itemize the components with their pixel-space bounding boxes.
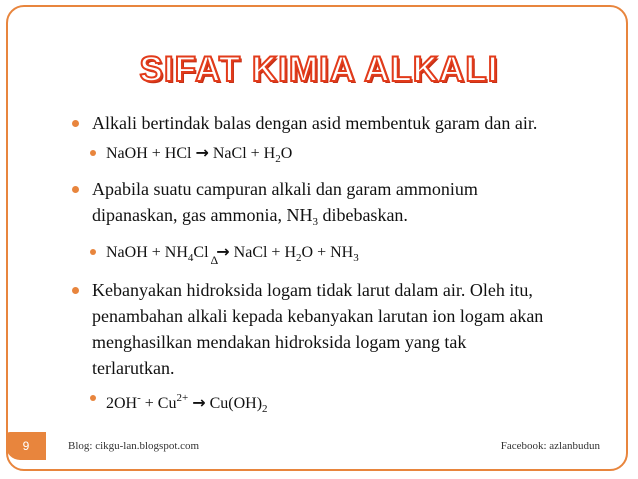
footer-blog: Blog: cikgu-lan.blogspot.com xyxy=(68,440,200,452)
equation-3 xyxy=(72,387,612,420)
page-number: 9 xyxy=(6,432,46,460)
eq3-p1: 2OH xyxy=(106,395,138,412)
bullet-dot-icon xyxy=(90,395,96,401)
eq2-p4: O + NH xyxy=(301,244,354,261)
slide-content xyxy=(72,110,612,426)
eq1-right-a: NaCl + H xyxy=(212,145,276,162)
footer-facebook: Facebook: azlanbudun xyxy=(500,440,600,452)
arrow-right-icon: → xyxy=(195,143,209,162)
eq2-p1: NaOH + NH xyxy=(106,244,188,261)
slide-title: SIFAT KIMIA ALKALI xyxy=(139,50,499,89)
eq2-p2: Cl xyxy=(193,244,209,261)
bullet-2-line-1: Apabila suatu campuran alkali dan garam ammonium xyxy=(92,179,478,199)
bullet-2-line-2a: dipanaskan, gas ammonia, NH xyxy=(92,205,313,225)
eq3-p3: Cu(OH) xyxy=(205,395,263,412)
eq3-p3-sub: 2 xyxy=(262,403,268,415)
eq3-p2-sup: 2+ xyxy=(176,392,189,404)
eq1-right-b: O xyxy=(280,145,293,162)
bullet-1 xyxy=(72,110,612,136)
bullet-3-line-3: menghasilkan mendakan hidroksida logam yang tak xyxy=(92,332,467,352)
bullet-2-line-2-sub: 3 xyxy=(312,216,318,228)
bullet-3-line-1: Kebanyakan hidroksida logam tidak larut dalam air. Oleh itu, xyxy=(92,280,533,300)
eq2-p4-sub: 3 xyxy=(353,252,359,264)
eq3-p2: + Cu xyxy=(140,395,177,412)
arrow-right-icon: → xyxy=(216,242,230,261)
eq1-left: NaOH + HCl xyxy=(106,145,192,162)
bullet-dot-icon xyxy=(72,186,79,193)
eq1-right-sub: 2 xyxy=(275,153,281,165)
bullet-2 xyxy=(72,176,612,235)
arrow-right-icon: → xyxy=(192,393,206,412)
bullet-dot-icon xyxy=(72,287,79,294)
bullet-dot-icon xyxy=(90,150,96,156)
eq2-p3-sub: 2 xyxy=(296,252,302,264)
bullet-1-text: Alkali bertindak balas dengan asid membentuk garam dan air. xyxy=(92,113,538,133)
eq2-p3: NaCl + H xyxy=(229,244,297,261)
eq2-p1-sub: 4 xyxy=(187,252,194,264)
bullet-dot-icon xyxy=(72,120,79,127)
bullet-dot-icon xyxy=(90,249,96,255)
delta-symbol: Δ xyxy=(210,253,219,267)
eq3-p1-sup: - xyxy=(137,392,141,404)
bullet-3-line-4: terlarutkan. xyxy=(92,358,175,378)
bullet-2-line-2b: dibebaskan. xyxy=(317,205,408,225)
equation-1 xyxy=(72,142,612,170)
bullet-3 xyxy=(72,277,612,381)
bullet-3-line-2: penambahan alkali kepada kebanyakan larutan ion logam akan xyxy=(92,306,544,326)
equation-2 xyxy=(72,241,612,271)
